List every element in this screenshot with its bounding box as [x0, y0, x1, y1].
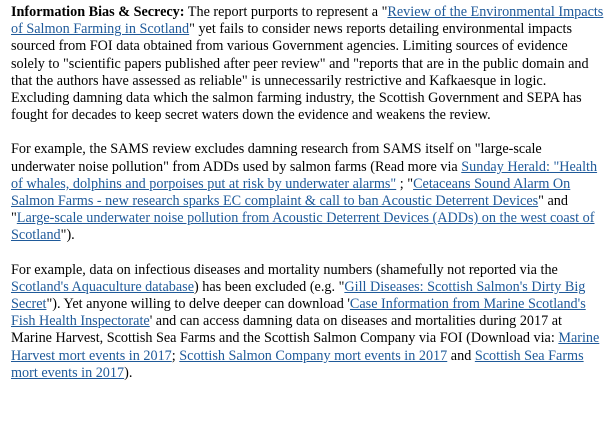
- text: ) has been excluded (e.g. ": [194, 278, 345, 295]
- text: For example, data on infectious diseases and mortality numbers (shamefully not reported via the: [11, 261, 558, 278]
- text: ; ": [396, 175, 414, 192]
- text: ").: [60, 227, 75, 244]
- text: For example, the SAMS review excludes damning research from SAMS itself on "large-scale underwater noise pollution" from ADDs used by salmon farms (Read more via: [11, 141, 542, 175]
- link-scottish-salmon-company-mort[interactable]: Scottish Salmon Company mort events in 2017: [179, 347, 448, 364]
- link-gill-diseases[interactable]: Gill Diseases: Scottish Salmon's Dirty Big Secret: [11, 278, 586, 313]
- paragraph-sams-example: [11, 141, 604, 244]
- link-review-environmental-impacts[interactable]: Review of the Environmental Impacts of Salmon Farming in Scotland: [11, 4, 604, 38]
- link-scottish-sea-farms-mort[interactable]: Scottish Sea Farms mort events in 2017: [11, 347, 584, 381]
- link-fish-health-inspectorate[interactable]: Case Information from Marine Scotland's Fish Health Inspectorate: [11, 296, 586, 330]
- link-underwater-noise-pollution[interactable]: Large-scale underwater noise pollution from Acoustic Deterrent Devices (ADDs) on the west coast of Scotland: [11, 210, 595, 244]
- paragraph-information-bias: [11, 4, 604, 124]
- text: " and ": [11, 193, 568, 227]
- text: ).: [124, 364, 133, 381]
- link-marine-harvest-mort[interactable]: Marine Harvest mort events in 2017: [11, 330, 600, 364]
- link-sunday-herald[interactable]: Sunday Herald: "Health of whales, dolphins and porpoises put at risk by underwater alarms": [11, 158, 598, 192]
- text: ' and can access damning data on diseases and mortalities during 2017 at Marine Harvest, Scottish Sea Farms and the Scottish Salmon Company via FOI (Download via:: [11, 313, 562, 347]
- section-heading: Information Bias & Secrecy:: [11, 4, 185, 20]
- text: "). Yet anyone willing to delve deeper can download ': [46, 296, 350, 313]
- text: ;: [171, 347, 180, 364]
- text: and: [447, 347, 475, 364]
- text: The report purports to represent a ": [184, 4, 388, 20]
- text: " yet fails to consider news reports detailing environmental impacts sourced from FOI data obtained from various Government agencies. Limiting sources of evidence solely to "scientific papers published after peer review" and "reports that are in the public domain and that the authors have assessed as reliable" is unnecessarily restrictive and Kafkaesque in logic. Excluding damning data which the salmon farming industry, the Scottish Government and SEPA has fought for decades to keep secret waters down the evidence and weakens the review.: [11, 21, 589, 124]
- link-cetaceans-sound-alarm[interactable]: Cetaceans Sound Alarm On Salmon Farms - new research sparks EC complaint & call to ban Acoustic Deterrent Devices: [11, 175, 571, 210]
- paragraph-disease-example: [11, 262, 604, 382]
- link-aquaculture-database[interactable]: Scotland's Aquaculture database: [11, 278, 194, 295]
